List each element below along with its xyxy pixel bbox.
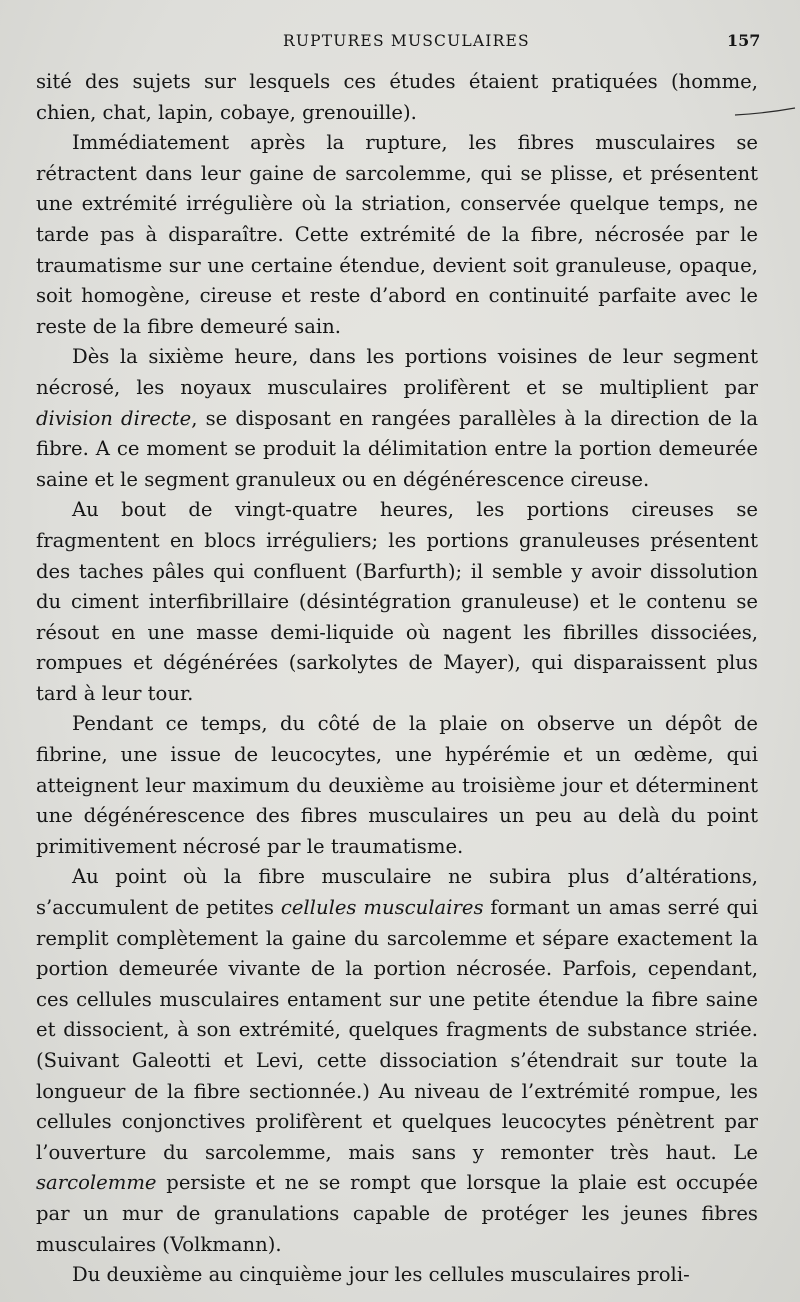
paragraph (36, 67, 758, 128)
paragraph (36, 342, 758, 495)
text-run: formant un amas serré qui remplit complètement la gaine du sarcolemme et sépare exactement la portion demeurée vivante de la portion nécrosée. Parfois, cependant, ces cellules musculaires entament sur une petite étendue la fibre saine et dissocient, à son extrémité, quelques fragments de substance striée. (Suivant Galeotti et Levi, cette dissociation s’étendrait sur toute la longueur de la fibre sectionnée.) Au niveau de l’extrémité rompue, les cellules conjonctives prolifèrent et quelques leucocytes pénètrent par l’ouverture du sarcolemme, mais sans y remonter très haut. Le (36, 896, 758, 1164)
italic-text: division directe (36, 406, 192, 430)
text-run: , se disposant en rangées parallèles à la direction de la fibre. A ce moment se produit la délimitation entre la portion demeurée saine et le segment granuleux ou en dégénérescence cireuse. (36, 406, 758, 491)
text-run: Du deuxième au cinquième jour les cellules musculaires proli- (72, 1263, 690, 1287)
text-run: Au point où la fibre musculaire ne subira plus d’altérations, s’accumulent de petites (36, 865, 758, 920)
text-run: Au bout de vingt-quatre heures, les portions cireuses se fragmentent en blocs irréguliers; les portions granuleuses présentent des taches pâles qui confluent (Barfurth); il semble y avoir dissolution du ciment interfibrillaire (désintégration granuleuse) et le contenu se résout en une masse demi-liquide où nagent les fibrilles dissociées, rompues et dégénérées (sarkolytes de Mayer), qui disparaissent plus tard à leur tour. (36, 498, 758, 705)
paragraph (36, 495, 758, 709)
page-header (0, 28, 800, 58)
running-head: RUPTURES MUSCULAIRES (283, 32, 530, 50)
text-run: persiste et ne se rompt que lorsque la plaie est occupée par un mur de granulations capable de protéger les jeunes fibres musculaires (Volkmann). (36, 1171, 758, 1256)
body-text (36, 67, 758, 1291)
text-run: Dès la sixième heure, dans les portions voisines de leur segment nécrosé, les noyaux musculaires prolifèrent et se multiplient par (36, 345, 758, 399)
italic-text: cellules musculaires (280, 896, 484, 920)
paragraph (36, 128, 758, 342)
paragraph (36, 1260, 758, 1291)
text-run: Pendant ce temps, du côté de la plaie on observe un dépôt de fibrine, une issue de leucocytes, une hypérémie et un œdème, qui atteignent leur maximum du deuxième au troisième jour et déterminent une dégénérescence des fibres musculaires un peu au delà du point primitivement nécrosé par le traumatisme. (36, 712, 758, 858)
page-number: 157 (727, 31, 761, 50)
paragraph (36, 709, 758, 862)
text-run: Immédiatement après la rupture, les fibres musculaires se rétractent dans leur gaine de sarcolemme, qui se plisse, et présentent une extrémité irrégulière où la striation, conservée quelque temps, ne tarde pas à disparaître. Cette extrémité de la fibre, nécrosée par le traumatisme sur une certaine étendue, devient soit granuleuse, opaque, soit homogène, cireuse et reste d’abord en continuité parfaite avec le reste de la fibre demeuré sain. (36, 131, 758, 338)
text-run: sité des sujets sur lesquels ces études étaient pratiquées (homme, chien, chat, lapin, cobaye, grenouille). (36, 70, 758, 124)
italic-text: sarcolemme (36, 1171, 157, 1195)
paragraph (36, 862, 758, 1260)
